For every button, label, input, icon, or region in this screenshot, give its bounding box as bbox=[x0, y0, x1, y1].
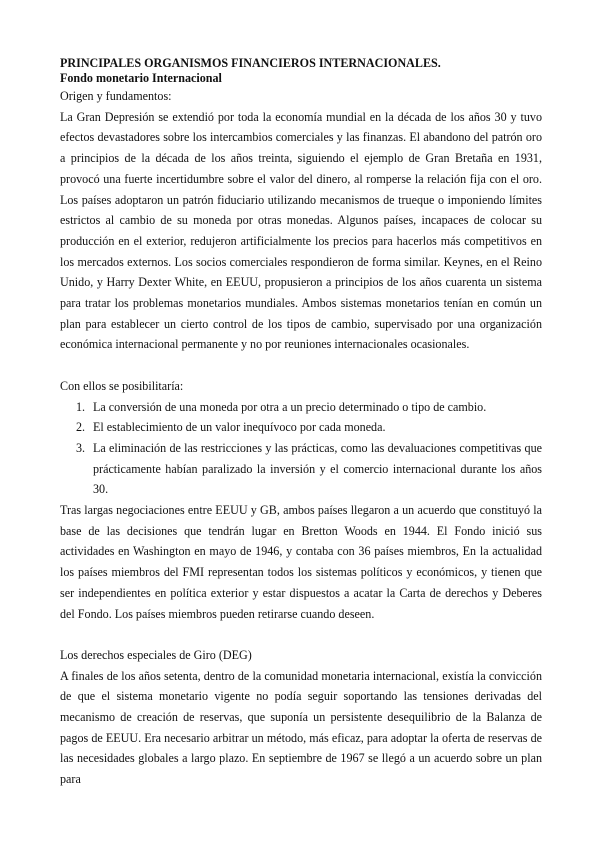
list-intro: Con ellos se posibilitaría: bbox=[60, 378, 184, 393]
document-subtitle: Fondo monetario Internacional bbox=[60, 71, 222, 85]
list-item-number: 1. bbox=[76, 399, 86, 414]
section-heading-origen: Origen y fundamentos: bbox=[60, 89, 172, 103]
list-item bbox=[60, 417, 542, 438]
paragraph-origen: La Gran Depresión se extendió por toda la economía mundial en la década de los años 30 y tuvo efectos devastadores sobre los intercambios comerciales y las finanzas. El abandono del patrón oro a principios de la década de los años treinta, siguiendo el ejemplo de Gran Bretaña en 1931, provocó una fuerte incertidumbre sobre el valor del dinero, al romperse la relación fija con el oro. Los países adoptaron un patrón fiduciario utilizando mecanismos de trueque o imponiendo límites estrictos al cambio de su moneda por otras monedas. Algunos países, incapaces de colocar su producción en el exterior, redujeron artificialmente los precios para hacerlos más competitivos en los mercados externos. Los socios comerciales respondieron de forma similar. Keynes, en el Reino Unido, y Harry Dexter White, en EEUU, propusieron a principios de los años cuarenta un sistema para tratar los problemas monetarios mundiales. Ambos sistemas monetarios tenían en común un plan para establecer un cierto control de los tipos de cambio, supervisado por una organización económica internacional permanente y no por reuniones internacionales ocasionales. bbox=[60, 109, 542, 352]
numbered-list bbox=[60, 397, 542, 501]
list-item bbox=[60, 397, 542, 418]
list-item-text: La eliminación de las restricciones y las prácticas, como las devaluaciones competitivas que prácticamente habían paralizado la inversión y el comercio internacional durante los años 30. bbox=[93, 440, 542, 497]
document-title: PRINCIPALES ORGANISMOS FINANCIEROS INTERNACIONALES. bbox=[60, 56, 441, 70]
paragraph-spacer bbox=[60, 355, 542, 376]
section-heading-deg: Los derechos especiales de Giro (DEG) bbox=[60, 647, 252, 662]
list-item bbox=[60, 438, 542, 500]
list-item-text: El establecimiento de un valor inequívoco por cada moneda. bbox=[93, 420, 386, 435]
list-item-text: La conversión de una moneda por otra a un precio determinado o tipo de cambio. bbox=[93, 399, 487, 414]
paragraph-deg: A finales de los años setenta, dentro de la comunidad monetaria internacional, existía la convicción de que el sistema monetario vigente no podía seguir soportando las tensiones derivadas del mecanismo de creación de reservas, que suponía un persistente desequilibrio de la Balanza de pagos de EEUU. Era necesario arbitrar un método, más eficaz, para adoptar la oferta de reservas de las necesidades globales a largo plazo. En septiembre de 1967 se llegó a un acuerdo sobre un plan para bbox=[60, 668, 542, 787]
paragraph-spacer bbox=[60, 624, 542, 645]
list-item-number: 2. bbox=[76, 420, 86, 435]
list-item-number: 3. bbox=[76, 440, 86, 455]
paragraph-bretton-woods: Tras largas negociaciones entre EEUU y GB, ambos países llegaron a un acuerdo que constituyó la base de las decisiones que tendrán lugar en Bretton Woods en 1944. El Fondo inició sus actividades en Washington en mayo de 1946, y contaba con 36 países miembros, En la actualidad los países miembros del FMI representan todos los sistemas políticos y económicos, y tienen que ser independientes en política exterior y estar dispuestos a acatar la Carta de derechos y Deberes del Fondo. Los países miembros pueden retirarse cuando deseen. bbox=[60, 503, 542, 621]
document-content bbox=[60, 56, 542, 790]
